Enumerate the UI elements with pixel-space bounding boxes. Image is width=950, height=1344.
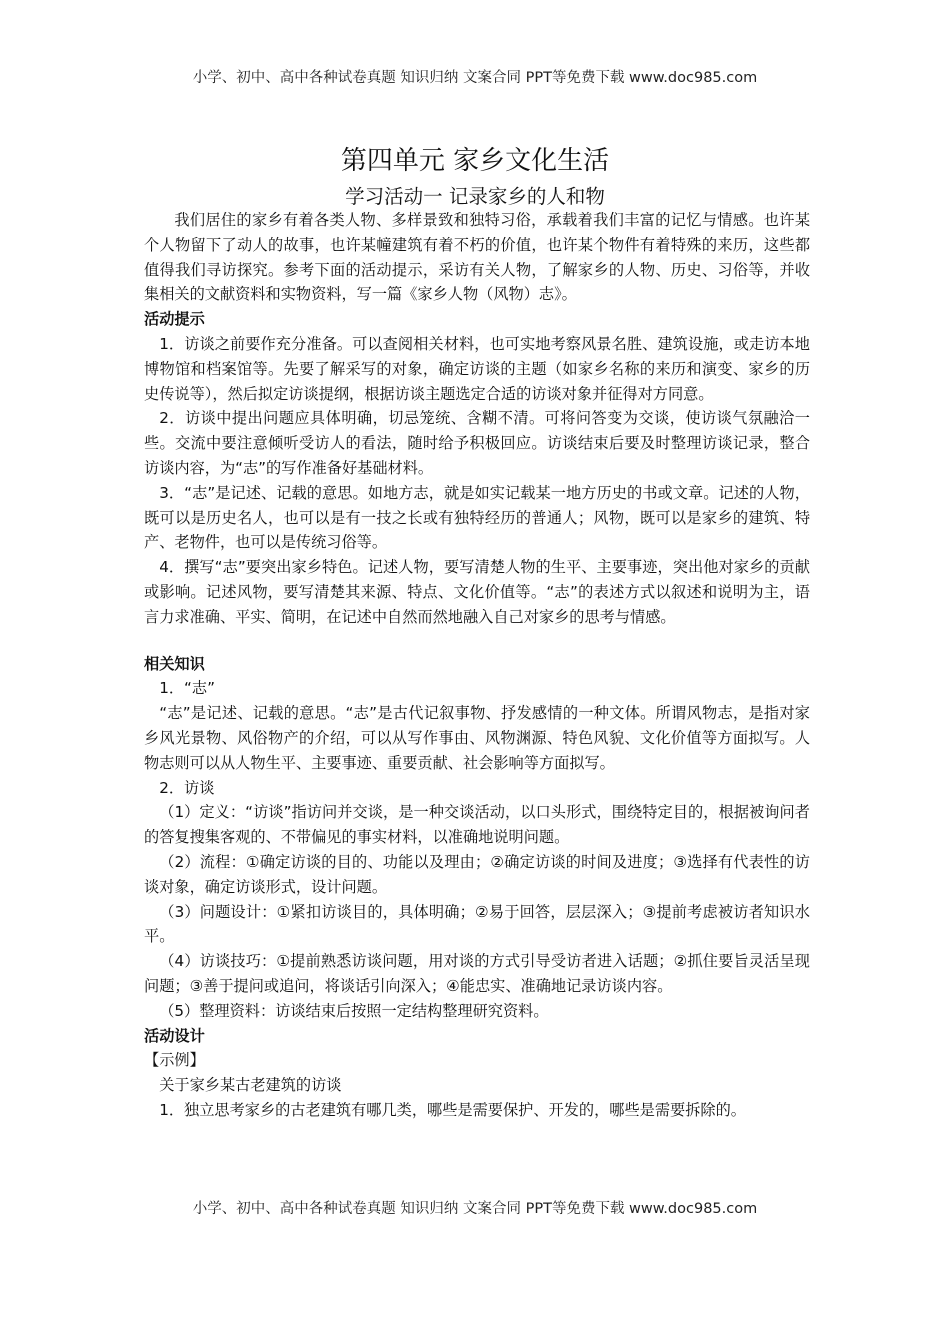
intro-paragraph: 我们居住的家乡有着各类人物、多样景致和独特习俗，承载着我们丰富的记忆与情感。也许某个人物留下了动人的故事，也许某幢建筑有着不朽的价值，也许某个物件有着特殊的来历，这些都值得我们寻访探究。参考下面的活动提示，采访有关人物，了解家乡的人物、历史、习俗等，并收集相关的文献资料和实物资料，写一篇《家乡人物（风物）志》。 xyxy=(144,211,810,304)
tips-heading: 活动提示 xyxy=(144,310,205,329)
activity-subtitle: 学习活动一 记录家乡的人和物 xyxy=(345,185,605,208)
page-footer: 小学、初中、高中各种试卷真题 知识归纳 文案合同 PPT等免费下载 www.doc985.com xyxy=(192,1201,758,1217)
document-body xyxy=(144,208,810,1123)
tip-item-4: 4．撰写“志”要突出家乡特色。记述人物，要写清楚人物的生平、主要事迹，突出他对家乡的贡献或影响。记述风物，要写清楚其来源、特点、文化价值等。“志”的表述方式以叙述和说明为主，语言力求准确、平实、简明，在记述中自然而然地融入自己对家乡的思考与情感。 xyxy=(144,558,810,626)
zhi-label: 1．“志” xyxy=(159,679,215,698)
design-heading: 活动设计 xyxy=(144,1026,205,1045)
interview-process: （2）流程：①确定访谈的目的、功能以及理由；②确定访谈的时间及进度；③选择有代表性的访谈对象，确定访谈形式，设计问题。 xyxy=(144,852,810,896)
example-item-1: 1．独立思考家乡的古老建筑有哪几类，哪些是需要保护、开发的，哪些是需要拆除的。 xyxy=(159,1100,746,1119)
interview-materials: （5）整理资料：访谈结束后按照一定结构整理研究资料。 xyxy=(159,1001,549,1020)
unit-title: 第四单元 家乡文化生活 xyxy=(340,146,610,176)
interview-skills: （4）访谈技巧：①提前熟悉访谈问题，用对谈的方式引导受访者进入话题；②抓住要旨灵活呈现问题；③善于提问或追问，将谈话引向深入；④能忠实、准确地记录访谈内容。 xyxy=(144,952,810,995)
knowledge-heading: 相关知识 xyxy=(144,654,205,673)
example-title: 关于家乡某古老建筑的访谈 xyxy=(159,1076,342,1095)
section-spacer xyxy=(144,630,810,652)
page-header: 小学、初中、高中各种试卷真题 知识归纳 文案合同 PPT等免费下载 www.doc985.com xyxy=(192,70,758,86)
tip-item-1: 1．访谈之前要作充分准备。可以查阅相关材料，也可实地考察风景名胜、建筑设施，或走访本地博物馆和档案馆等。先要了解采写的对象，确定访谈的主题（如家乡名称的来历和演变、家乡的历史传说等），然后拟定访谈提纲，根据访谈主题选定合适的访谈对象并征得对方同意。 xyxy=(144,334,810,403)
zhi-text: “志”是记述、记载的意思。“志”是古代记叙事物、抒发感情的一种文体。所谓风物志，是指对家乡风光景物、风俗物产的介绍，可以从写作事由、风物渊源、特色风貌、文化价值等方面拟写。人物志则可以从人物生平、主要事迹、重要贡献、社会影响等方面拟写。 xyxy=(144,704,810,772)
tip-item-2: 2．访谈中提出问题应具体明确，切忌笼统、含糊不清。可将问答变为交谈，使访谈气氛融洽一些。交流中要注意倾听受访人的看法，随时给予积极回应。访谈结束后要及时整理访谈记录，整合访谈内容，为“志”的写作准备好基础材料。 xyxy=(144,409,810,477)
tip-item-3: 3．“志”是记述、记载的意思。如地方志，就是如实记载某一地方历史的书或文章。记述的人物，既可以是历史名人，也可以是有一技之长或有独特经历的普通人；风物，既可以是家乡的建筑、特产、老物件，也可以是传统习俗等。 xyxy=(144,483,810,552)
interview-definition: （1）定义：“访谈”指访问并交谈，是一种交谈活动，以口头形式，围绕特定目的，根据被询问者的答复搜集客观的、不带偏见的事实材料，以准确地说明问题。 xyxy=(144,803,810,847)
interview-question-design: （3）问题设计：①紧扣访谈目的，具体明确；②易于回答，层层深入；③提前考虑被访者知识水平。 xyxy=(144,902,810,946)
interview-label: 2．访谈 xyxy=(159,778,215,797)
example-label: 【示例】 xyxy=(144,1051,205,1070)
